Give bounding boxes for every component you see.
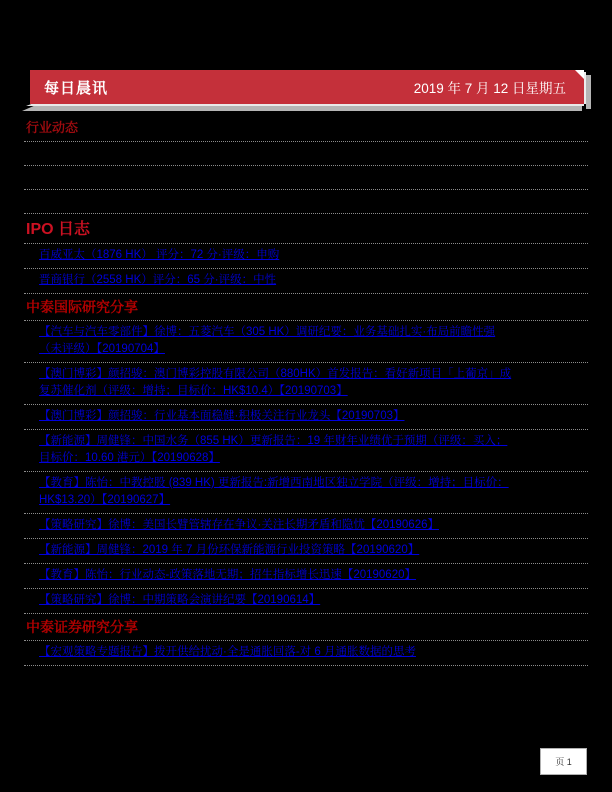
list-item bbox=[24, 641, 588, 666]
banner-shadow-right bbox=[586, 75, 591, 109]
list-item bbox=[24, 564, 588, 589]
link-line: 【策略研究】徐博：美国长臂管辖存在争议·关注长期矛盾和隐忧【20190626】 bbox=[39, 519, 439, 531]
list-item bbox=[24, 539, 588, 564]
research-link[interactable] bbox=[39, 408, 588, 425]
research-link[interactable] bbox=[39, 433, 588, 467]
empty-row bbox=[24, 142, 588, 166]
section-heading-row bbox=[24, 115, 588, 142]
link-line: 【宏观策略专题报告】拨开供给扰动·全是通胀回落-对 6 月通胀数据的思考 bbox=[39, 646, 416, 658]
newsletter-banner bbox=[30, 70, 584, 104]
link-line: 百威亚太（1876 HK） 评分：72 分·评级：申购 bbox=[39, 249, 280, 261]
empty-row bbox=[24, 166, 588, 190]
list-item bbox=[24, 430, 588, 472]
list-item bbox=[24, 472, 588, 514]
list-item bbox=[24, 321, 588, 363]
empty-row bbox=[24, 190, 588, 214]
banner-fold-notch bbox=[575, 70, 584, 79]
content bbox=[24, 115, 588, 666]
list-item bbox=[24, 589, 588, 614]
banner-date: 2019 年 7 月 12 日星期五 bbox=[413, 81, 566, 96]
research-link[interactable] bbox=[39, 592, 588, 609]
link-line: 【澳门博彩】颜招骏：澳门博彩控股有限公司（880HK）首发报告：看好新项目「上葡京」成 bbox=[39, 368, 512, 380]
list-item bbox=[24, 244, 588, 269]
list-item bbox=[24, 269, 588, 294]
banner-edge-right bbox=[584, 72, 586, 104]
link-line: 【澳门博彩】颜招骏：行业基本面稳健·积极关注行业龙头【20190703】 bbox=[39, 410, 405, 422]
section-heading: 中泰国际研究分享 bbox=[26, 299, 138, 315]
research-link[interactable] bbox=[39, 475, 588, 509]
link-line: 复苏催化剂（评级：增持；目标价：HK$10.4）【20190703】 bbox=[39, 385, 348, 397]
page-number-label: 页 1 bbox=[555, 757, 572, 767]
link-line: 【新能源】周健锋：中国水务（855 HK）更新报告：19 年财年业绩优于预期（评级：买入； bbox=[39, 435, 508, 447]
research-link[interactable] bbox=[39, 542, 588, 559]
link-line: （未评级）【20190704】 bbox=[39, 343, 165, 355]
newsletter-title: 每日晨讯 bbox=[44, 79, 109, 97]
section-heading: IPO 日志 bbox=[26, 221, 91, 238]
link-line: HK$13.20）【20190627】 bbox=[39, 494, 171, 506]
section-heading-row bbox=[24, 614, 588, 641]
research-link[interactable] bbox=[39, 517, 588, 534]
link-line: 【策略研究】徐博：中期策略会演讲纪要【20190614】 bbox=[39, 594, 321, 606]
link-line: 晋商银行（2558 HK）评分：65 分·评级：中性 bbox=[39, 274, 277, 286]
research-link[interactable] bbox=[39, 366, 588, 400]
link-line: 【新能源】周健锋：2019 年 7 月份环保新能源行业投资策略【20190620】 bbox=[39, 544, 420, 556]
research-link[interactable] bbox=[39, 272, 588, 289]
section-heading-row bbox=[24, 294, 588, 321]
section-heading-row bbox=[24, 214, 588, 244]
link-line: 【汽车与汽车零部件】徐博：五菱汽车（305 HK）调研纪要：业务基础扎实·布局前瞻性强 bbox=[39, 326, 496, 338]
list-item bbox=[24, 514, 588, 539]
research-link[interactable] bbox=[39, 567, 588, 584]
section-heading: 行业动态 bbox=[26, 120, 79, 135]
link-line: 目标价：10.60 港元）【20190628】 bbox=[39, 452, 220, 464]
section-heading: 中泰证券研究分享 bbox=[26, 619, 138, 635]
page-number-box bbox=[540, 748, 587, 775]
list-item bbox=[24, 405, 588, 430]
link-line: 【教育】陈怡：中教控股 (839 HK) 更新报告:新增西南地区独立学院（评级：增持；目标价： bbox=[39, 477, 509, 489]
link-line: 【教育】陈怡：行业动态-政策落地无期；招生指标增长迅速【20190620】 bbox=[39, 569, 416, 581]
research-link[interactable] bbox=[39, 247, 588, 264]
list-item bbox=[24, 363, 588, 405]
research-link[interactable] bbox=[39, 324, 588, 358]
research-link[interactable] bbox=[39, 644, 588, 661]
